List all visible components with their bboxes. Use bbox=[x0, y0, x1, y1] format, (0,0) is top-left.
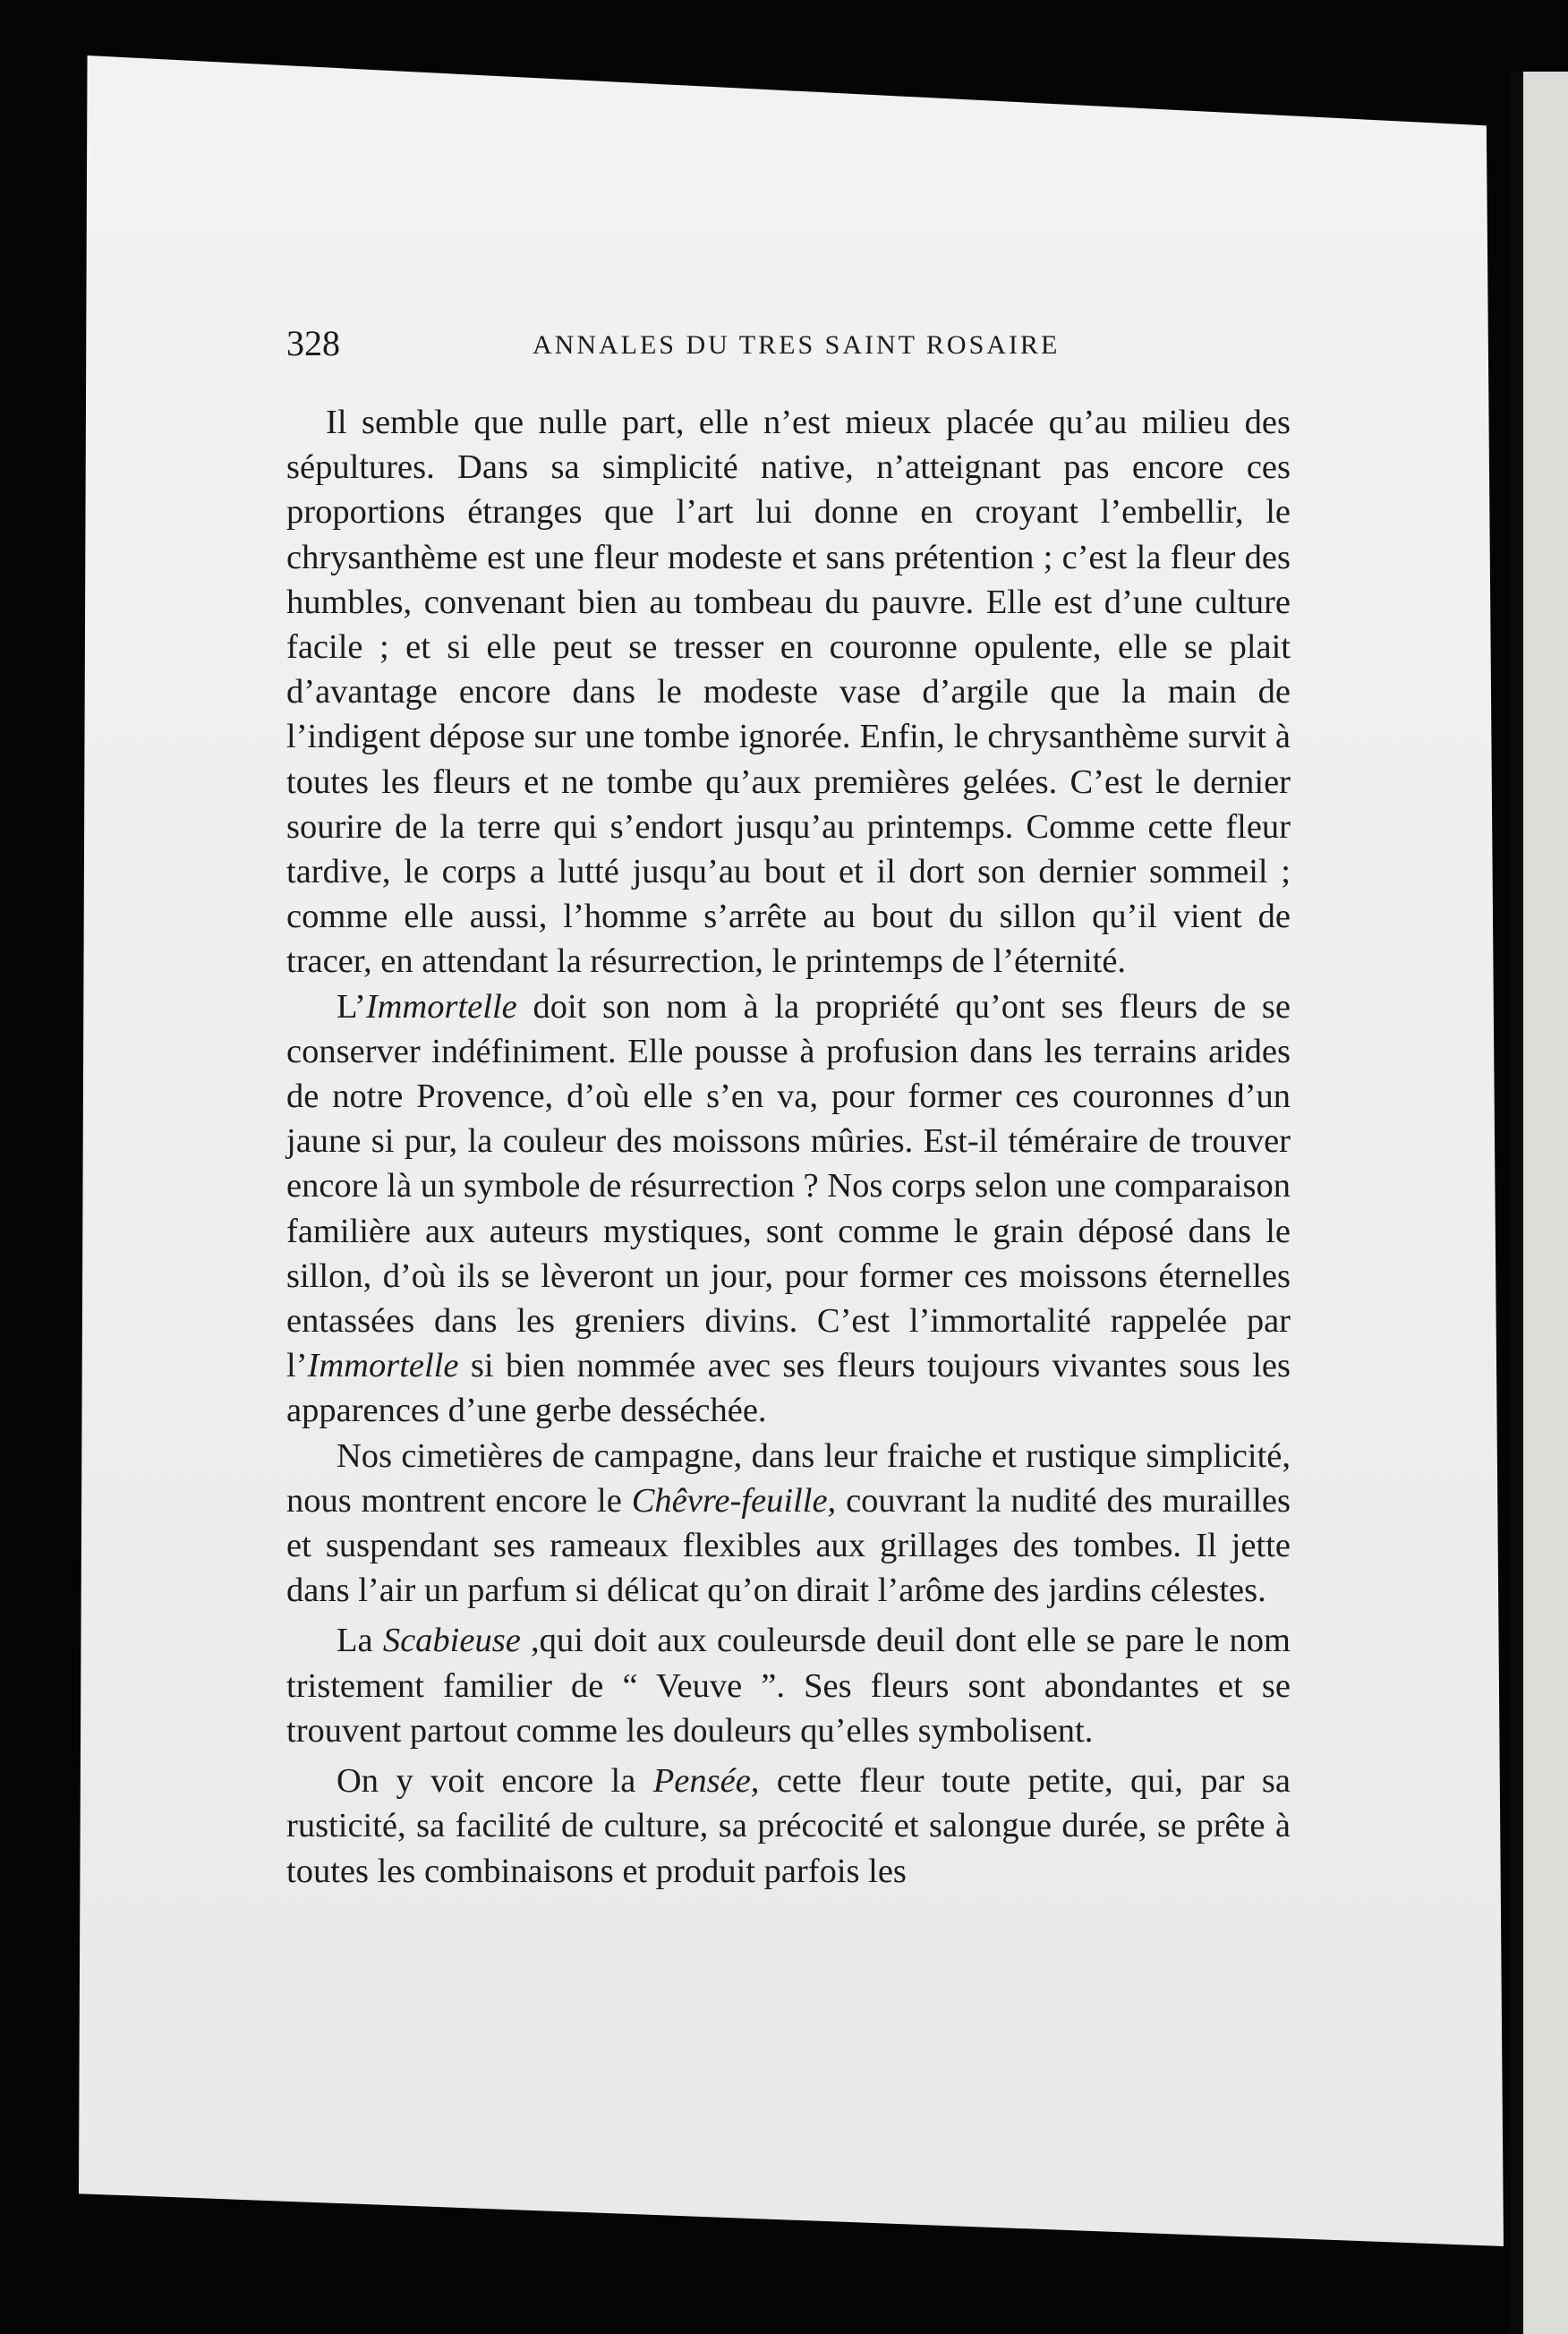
text-run: doit son nom à la propriété qu’ont ses fleurs de se conserver indéfiniment. Elle pousse à profusion dans les terrains arides de notre Provence, d’où elle s’en va, pour former ces couronnes d’un jaune si pur, la couleur des moissons mûries. Est-il téméraire de trouver encore là un symbole de résurrection ? Nos corps selon une comparaison familière aux auteurs mystiques, sont comme le grain déposé dans le sillon, d’où ils se lèveront un jour, pour former ces moissons éternelles entassées dans les greniers divins. C’est l’immortalité rappelée par l’ bbox=[286, 987, 1291, 1385]
paragraph bbox=[286, 1759, 1291, 1894]
paragraph bbox=[286, 400, 1291, 984]
text-run: ,qui doit aux couleursde deuil dont elle se pare le nom tristement familier de “ Veuve ”. Ses fleurs sont abondantes et se trouvent partout comme les douleurs qu’elles symbolisent. bbox=[286, 1622, 1291, 1750]
facing-page-edge bbox=[1511, 72, 1568, 2334]
italic-term: Pensée, bbox=[652, 1762, 760, 1801]
text-run: La bbox=[337, 1622, 383, 1660]
running-title: ANNALES DU TRES SAINT ROSAIRE bbox=[533, 330, 1061, 360]
page-number: 328 bbox=[286, 323, 340, 363]
page-header bbox=[286, 320, 1291, 374]
text-run: Il semble que nulle part, elle n’est mieux placée qu’au milieu des sépultures. Dans sa simplicité native, n’atteignant pas encore ces proportions étranges que l’art lui donne en croyant l’embellir, le chrysanthème est une fleur modeste et sans prétention ; c’est la fleur des humbles, convenant bien au tombeau du pauvre. Elle est d’une culture facile ; et si elle peut se tresser en couronne opulente, elle se plait d’avantage encore dans le modeste vase d’argile que la main de l’indigent dépose sur une tombe ignorée. Enfin, le chrysanthème survit à toutes les fleurs et ne tombe qu’aux premières gelées. C’est le dernier sourire de la terre qui s’endort jusqu’au printemps. Comme cette fleur tardive, le corps a lutté jusqu’au bout et il dort son dernier sommeil ; comme elle aussi, l’homme s’arrête au bout du sillon qu’il vient de tracer, en attendant la résurrection, le printemps de l’éternité. bbox=[286, 404, 1291, 981]
italic-term: Scabieuse bbox=[382, 1622, 521, 1660]
text-run: cette fleur toute petite, qui, par sa rusticité, sa facilité de culture, sa précocité et salongue durée, se prête à toutes les combinaisons et produit parfois les bbox=[286, 1762, 1291, 1890]
paragraph bbox=[286, 1618, 1291, 1753]
text-run: Nos cimetières de campagne, dans leur fraiche et rustique simplicité, nous montrent encore le bbox=[286, 1436, 1291, 1520]
text-run: si bien nommée avec ses fleurs toujours vivantes sous les apparences d’une gerbe desséchée. bbox=[286, 1347, 1291, 1430]
italic-term: Immortelle bbox=[307, 1347, 459, 1385]
text-run: L’ bbox=[337, 987, 366, 1026]
text-run: couvrant la nudité des murailles et suspendant ses rameaux flexibles aux grillages des tombes. Il jette dans l’air un parfum si délicat qu’on dirait l’arôme des jardins célestes. bbox=[286, 1481, 1291, 1610]
paragraph bbox=[286, 984, 1291, 1434]
paragraph bbox=[286, 1434, 1291, 1614]
italic-term: Immortelle bbox=[365, 987, 517, 1026]
italic-term: Chêvre-feuille, bbox=[631, 1481, 837, 1520]
body-text bbox=[286, 400, 1291, 1894]
text-run: On y voit encore la bbox=[337, 1762, 653, 1801]
